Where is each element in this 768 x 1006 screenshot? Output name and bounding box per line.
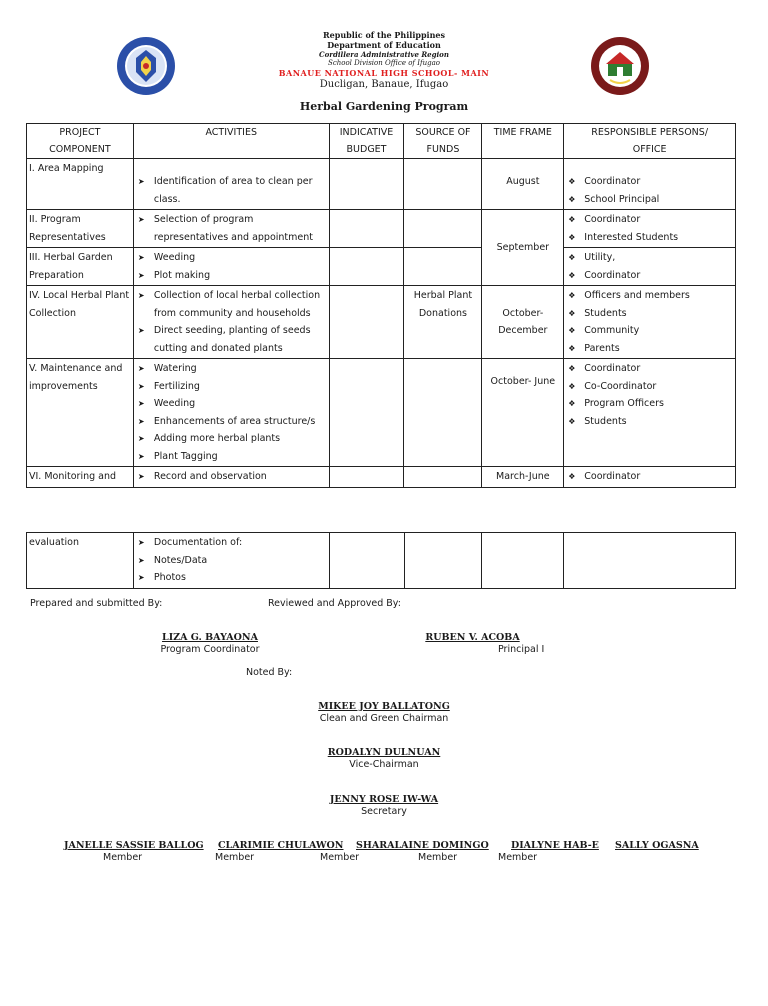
member-role: Member bbox=[103, 852, 143, 863]
program-title: Herbal Gardening Program bbox=[299, 100, 469, 113]
time-cell: October- June bbox=[482, 359, 564, 467]
responsible-cell: ❖ Coordinator ❖ School Principal bbox=[564, 159, 736, 210]
header-address: Ducligan, Banaue, Ifugao bbox=[319, 79, 449, 90]
chairman-name: MIKEE JOY BALLATONG bbox=[318, 701, 450, 712]
table-row bbox=[27, 248, 736, 286]
member-role: Member bbox=[215, 852, 255, 863]
col-header-activities: ACTIVITIES bbox=[133, 124, 329, 159]
chairman-role: Clean and Green Chairman bbox=[319, 713, 449, 724]
table-row bbox=[27, 467, 736, 488]
funds-cell bbox=[404, 533, 482, 589]
budget-cell bbox=[329, 159, 404, 210]
responsible-cell: ❖ Utility, ❖ Coordinator bbox=[564, 248, 736, 286]
time-cell: August bbox=[482, 159, 564, 210]
budget-cell bbox=[329, 359, 404, 467]
col-header-funds: SOURCE OF FUNDS bbox=[404, 124, 482, 159]
reviewed-by-label: Reviewed and Approved By: bbox=[268, 598, 401, 609]
activities-cell: ➤ Selection of program representatives and appointment bbox=[133, 210, 329, 248]
col-header-time-frame: TIME FRAME bbox=[482, 124, 564, 159]
member-role: Member bbox=[418, 852, 458, 863]
component-cell: V. Maintenance and improvements bbox=[27, 359, 134, 467]
table-row bbox=[27, 159, 736, 210]
time-cell: October-December bbox=[482, 286, 564, 359]
funds-cell bbox=[404, 248, 482, 286]
responsible-cell: ❖ Officers and members ❖ Students ❖ Community ❖ Parents bbox=[564, 286, 736, 359]
col-header-responsible: RESPONSIBLE PERSONS/ OFFICE bbox=[564, 124, 736, 159]
secretary-name: JENNY ROSE IW-WA bbox=[329, 794, 439, 805]
prepared-by-label: Prepared and submitted By: bbox=[30, 598, 163, 609]
component-cell: IV. Local Herbal Plant Collection bbox=[27, 286, 134, 359]
activities-cell: ➤ Record and observation bbox=[133, 467, 329, 488]
time-cell: September bbox=[482, 210, 564, 286]
table-row bbox=[27, 286, 736, 359]
activities-cell: ➤ Weeding ➤ Plot making bbox=[133, 248, 329, 286]
activities-cell: ➤ Documentation of: ➤ Notes/Data ➤ Photos bbox=[133, 533, 329, 589]
header-region: Cordillera Administrative Region bbox=[319, 50, 449, 59]
table-row bbox=[27, 533, 736, 589]
component-cell: II. Program Representatives bbox=[27, 210, 134, 248]
member-role: Member bbox=[320, 852, 360, 863]
activities-cell: ➤ Collection of local herbal collection from community and households ➤ Direct seeding, planting of seeds cutting and donated plants bbox=[133, 286, 329, 359]
funds-cell bbox=[404, 159, 482, 210]
col-header-budget: INDICATIVE BUDGET bbox=[329, 124, 404, 159]
member-name: SALLY OGASNA bbox=[615, 840, 699, 851]
member-name: DIALYNE HAB-E bbox=[511, 840, 599, 851]
header-department: Department of Education bbox=[327, 40, 441, 50]
header-school-name: BANAUE NATIONAL HIGH SCHOOL- MAIN bbox=[278, 68, 490, 78]
funds-cell bbox=[404, 467, 482, 488]
budget-cell bbox=[329, 533, 404, 589]
time-cell bbox=[482, 533, 564, 589]
program-table-continued bbox=[26, 532, 736, 589]
approver-role: Principal I bbox=[498, 644, 545, 655]
component-cell: VI. Monitoring and bbox=[27, 467, 134, 488]
budget-cell bbox=[329, 210, 404, 248]
responsible-cell: ❖ Coordinator ❖ Co-Coordinator ❖ Program Officers ❖ Students bbox=[564, 359, 736, 467]
vice-chairman-name: RODALYN DULNUAN bbox=[327, 747, 441, 758]
member-name: JANELLE SASSIE BALLOG bbox=[64, 840, 204, 851]
header-division: School Division Office of Ifugao bbox=[328, 59, 440, 67]
approver-name: RUBEN V. ACOBA bbox=[425, 632, 520, 643]
component-cell: III. Herbal Garden Preparation bbox=[27, 248, 134, 286]
budget-cell bbox=[329, 248, 404, 286]
activities-cell: ➤ Watering ➤ Fertilizing ➤ Weeding ➤ Enhancements of area structure/s ➤ Adding more herbal plants ➤ Plant Tagging bbox=[133, 359, 329, 467]
responsible-cell: ❖ Coordinator bbox=[564, 467, 736, 488]
component-cell: evaluation bbox=[27, 533, 134, 589]
activities-cell: ➤ Identification of area to clean per class. bbox=[133, 159, 329, 210]
vice-chairman-role: Vice-Chairman bbox=[349, 759, 419, 770]
member-name: SHARALAINE DOMINGO bbox=[356, 840, 489, 851]
responsible-cell bbox=[564, 533, 736, 589]
noted-by-label: Noted By: bbox=[246, 667, 293, 678]
table-row bbox=[27, 359, 736, 467]
secretary-role: Secretary bbox=[361, 806, 407, 817]
component-cell: I. Area Mapping bbox=[27, 159, 134, 210]
responsible-cell: ❖ Coordinator ❖ Interested Students bbox=[564, 210, 736, 248]
table-row bbox=[27, 210, 736, 248]
member-name: CLARIMIE CHULAWON bbox=[218, 840, 344, 851]
member-role: Member bbox=[498, 852, 538, 863]
program-table bbox=[26, 123, 736, 488]
header-republic: Republic of the Philippines bbox=[322, 30, 445, 40]
funds-cell bbox=[404, 210, 482, 248]
budget-cell bbox=[329, 467, 404, 488]
funds-cell: Herbal Plant Donations bbox=[404, 286, 482, 359]
table-header-row bbox=[27, 124, 736, 159]
preparer-role: Program Coordinator bbox=[160, 644, 260, 655]
time-cell: March-June bbox=[482, 467, 564, 488]
preparer-name: LIZA G. BAYAONA bbox=[162, 632, 258, 643]
col-header-component: PROJECT COMPONENT bbox=[27, 124, 134, 159]
funds-cell bbox=[404, 359, 482, 467]
budget-cell bbox=[329, 286, 404, 359]
